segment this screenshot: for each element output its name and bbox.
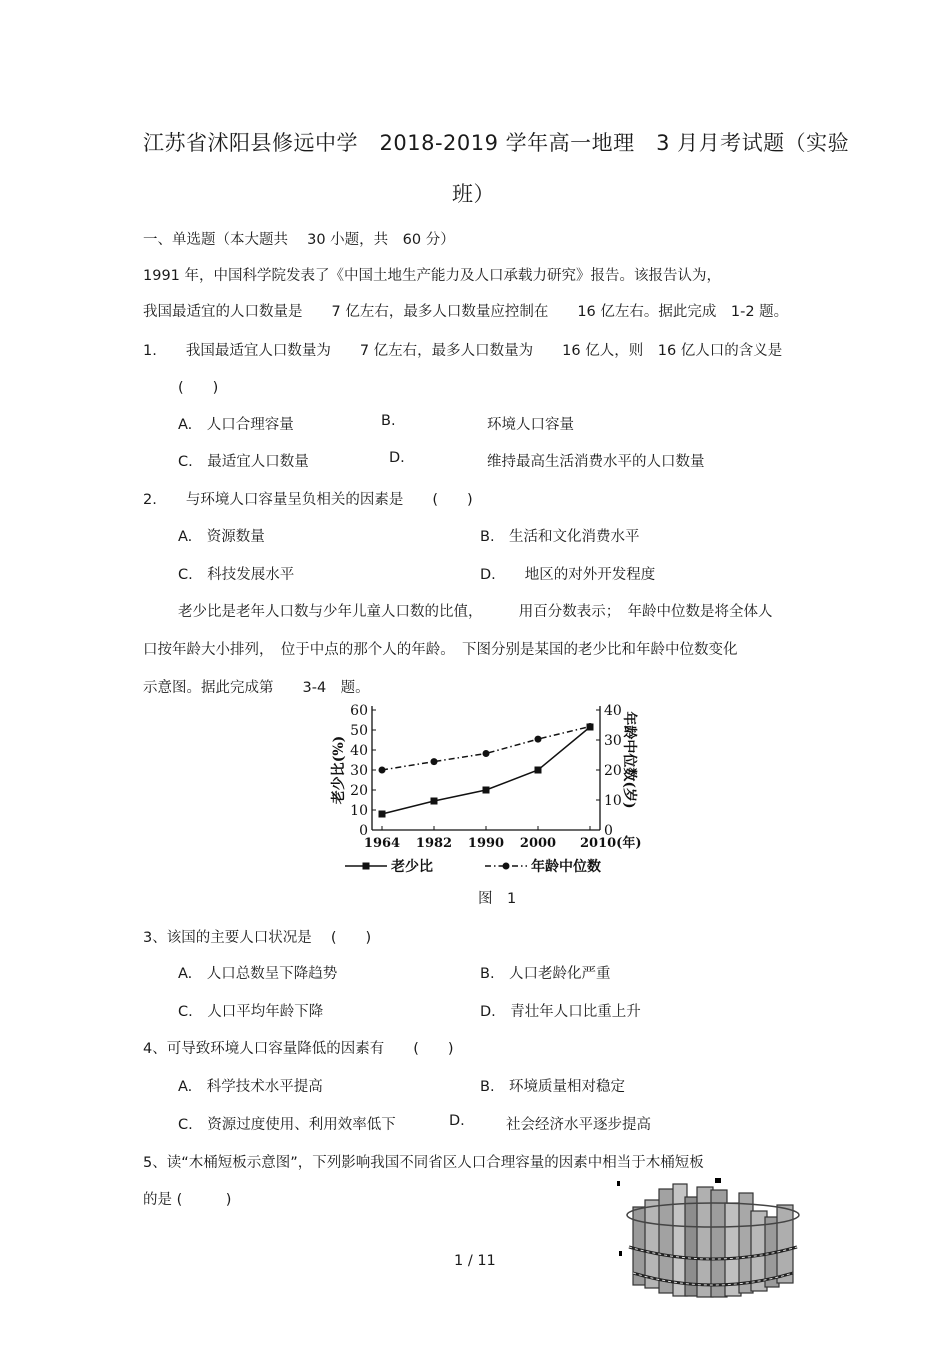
x-tick-label: 1964 (363, 836, 401, 851)
q3-option-a: A. 人口总数呈下降趋势 (178, 966, 338, 982)
y-tick-label-right: 10 (604, 793, 622, 809)
y-tick-label-left: 0 (359, 823, 368, 839)
q3-stem: 3、该国的主要人口状况是 ( ) (143, 930, 372, 946)
passage1-line1: 1991 年，中国科学院发表了《中国土地生产能力及人口承载力研究》报告。该报告认为， (143, 268, 722, 284)
page-number: 1 / 11 (454, 1253, 496, 1269)
q2-option-b: B. 生活和文化消费水平 (480, 529, 640, 545)
x-tick-label: 1982 (415, 836, 453, 851)
document-title-line1: 江苏省沭阳县修远中学 2018-2019 学年高一地理 3 月月考试题（实验 (143, 131, 850, 155)
q1-option-d-text: 维持最高生活消费水平的人口数量 (487, 454, 705, 470)
q3-option-b: B. 人口老龄化严重 (480, 966, 611, 982)
y-tick-label-right: 30 (604, 733, 622, 749)
y-axis-label-left: 老少比(%) (331, 735, 347, 805)
legend-label-median-age: 年龄中位数 (531, 859, 601, 875)
legend-marker-median-age (503, 863, 510, 870)
x-tick-label: 2000 (519, 836, 557, 851)
passage2-line3: 示意图。据此完成第 3-4 题。 (143, 680, 370, 696)
figure1-caption: 图 1 (478, 891, 517, 907)
y-tick-label-left: 30 (350, 763, 368, 779)
section-heading: 一、单选题（本大题共 30 小题，共 60 分） (143, 232, 455, 248)
q1-stem: 1. 我国最适宜人口数量为 7 亿左右，最多人口数量为 16 亿人，则 16 亿人口的含义是 (143, 343, 783, 359)
point-median-age (483, 750, 490, 757)
q1-option-b-text: 环境人口容量 (487, 417, 574, 433)
q4-option-a: A. 科学技术水平提高 (178, 1079, 323, 1095)
point-median-age (431, 758, 438, 765)
point-median-age (379, 767, 386, 774)
series-line-median-age (382, 727, 590, 771)
q2-option-a: A. 资源数量 (178, 529, 265, 545)
wooden-bucket-illustration (615, 1175, 805, 1305)
y-tick-label-right: 0 (604, 823, 613, 839)
point-old-young-ratio (431, 798, 438, 805)
y-tick-label-right: 20 (604, 763, 622, 779)
y-tick-label-left: 20 (350, 783, 368, 799)
point-median-age (535, 736, 542, 743)
q5-stem-line1: 5、读“木桶短板示意图”，下列影响我国不同省区人口合理容量的因素中相当于木桶短板 (143, 1155, 704, 1171)
passage2-line2: 口按年龄大小排列， 位于中点的那个人的年龄。 下图分别是某国的老少比和年龄中位数变化 (143, 642, 738, 658)
point-old-young-ratio (483, 787, 490, 794)
legend-label-old-young-ratio: 老少比 (391, 859, 433, 875)
y-tick-label-right: 40 (604, 703, 622, 719)
series-line-old-young-ratio (382, 727, 590, 814)
q1-option-b-letter: B. (381, 413, 396, 429)
q3-option-c: C. 人口平均年龄下降 (178, 1004, 324, 1020)
q4-option-d-text: 社会经济水平逐步提高 (506, 1117, 651, 1133)
q1-option-c: C. 最适宜人口数量 (178, 454, 309, 470)
point-old-young-ratio (379, 811, 386, 818)
q2-option-d: D. 地区的对外开发程度 (480, 567, 656, 583)
q4-option-c: C. 资源过度使用、利用效率低下 (178, 1117, 396, 1133)
q4-option-b: B. 环境质量相对稳定 (480, 1079, 626, 1095)
y-tick-label-left: 50 (350, 723, 368, 739)
y-axis-label-right: 年龄中位数(岁) (621, 711, 637, 809)
y-tick-label-left: 10 (350, 803, 368, 819)
point-median-age (587, 723, 594, 730)
y-tick-label-left: 60 (350, 703, 368, 719)
q1-answer-paren: ( ) (178, 380, 219, 396)
q4-stem: 4、可导致环境人口容量降低的因素有 ( ) (143, 1041, 454, 1057)
document-title-line2: 班） (452, 182, 495, 206)
figure1-line-chart (325, 700, 642, 880)
q5-stem-line2: 的是 ( ) (143, 1192, 232, 1208)
x-tick-label: 1990 (467, 836, 505, 851)
q4-option-d-letter: D. (449, 1113, 465, 1129)
passage1-line2: 我国最适宜的人口数量是 7 亿左右，最多人口数量应控制在 16 亿左右。据此完成 1-2 题。 (143, 304, 789, 320)
point-old-young-ratio (535, 767, 542, 774)
passage2-line1: 老少比是老年人口数与少年儿童人口数的比值， 用百分数表示； 年龄中位数是将全体人 (178, 604, 773, 620)
legend-marker-old-young-ratio (363, 863, 370, 870)
y-tick-label-left: 40 (350, 743, 368, 759)
q2-option-c: C. 科技发展水平 (178, 567, 295, 583)
q3-option-d: D. 青壮年人口比重上升 (480, 1004, 641, 1020)
q1-option-a: A. 人口合理容量 (178, 417, 294, 433)
x-tick-label: 2010(年) (580, 836, 642, 851)
q1-option-d-letter: D. (389, 450, 405, 466)
q2-stem: 2. 与环境人口容量呈负相关的因素是 ( ) (143, 492, 473, 508)
